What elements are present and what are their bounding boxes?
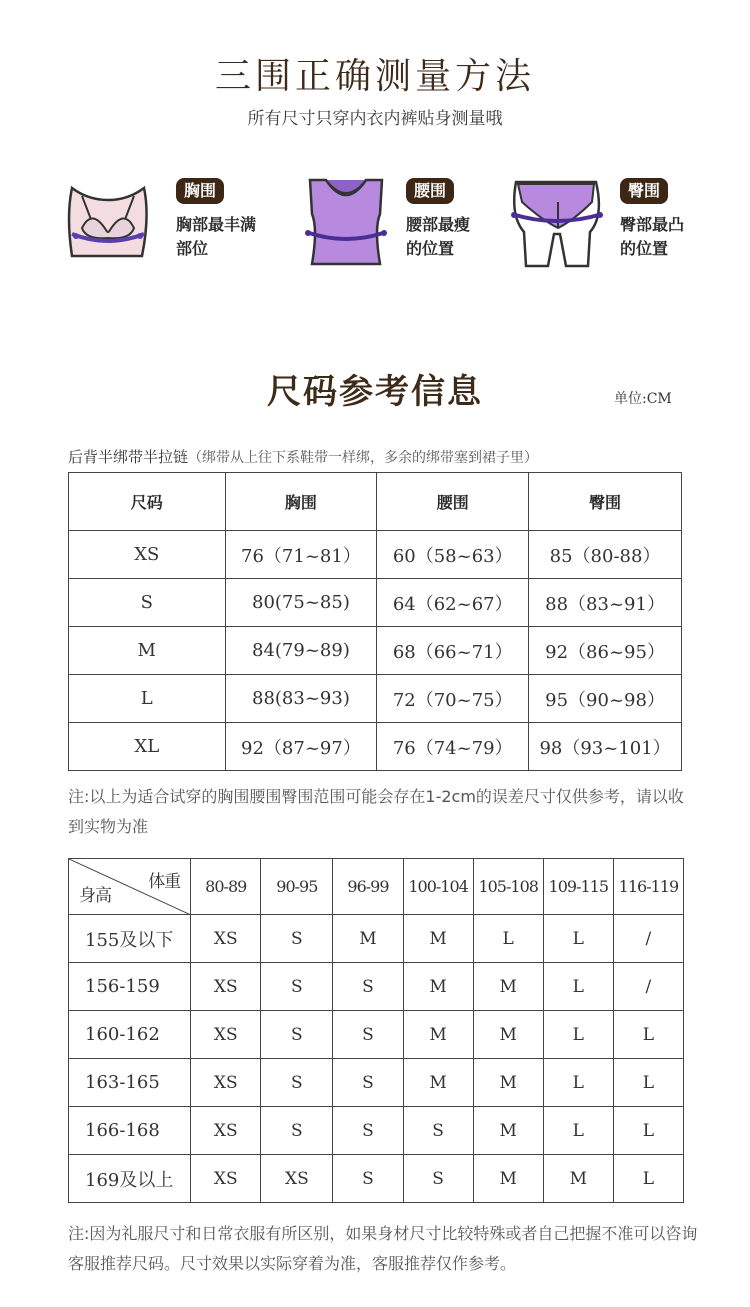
weight-col-header: 105-108	[473, 859, 543, 915]
table-row: 160-162 XS S S M M L L	[69, 1011, 684, 1059]
hip-description: 臀部最凸 的位置	[620, 215, 685, 258]
waist-label: 腰围	[406, 178, 454, 204]
measure-hip	[508, 176, 708, 276]
measure-waist	[296, 176, 496, 276]
table-header-row	[69, 859, 684, 915]
waist-illustration-icon	[296, 176, 396, 268]
bust-label: 胸围	[176, 178, 224, 204]
corner-cell	[69, 859, 191, 915]
table-row: M 84(79~89) 68（66~71） 92（86~95）	[69, 627, 682, 675]
table-row: S 80(75~85) 64（62~67） 88（83~91）	[69, 579, 682, 627]
table-row: 166-168 XS S S S M L L	[69, 1107, 684, 1155]
table-row: 155及以下 XS S M M L L /	[69, 915, 684, 963]
weight-col-header: 96-99	[333, 859, 403, 915]
weight-col-header: 116-119	[613, 859, 683, 915]
header-size: 尺码	[69, 473, 226, 531]
waist-description: 腰部最瘦 的位置	[406, 215, 471, 258]
header-bust: 胸围	[225, 473, 377, 531]
size-note: 注:以上为适合试穿的胸围腰围臀围范围可能会存在1-2cm的误差尺寸仅供参考，请以收到实物为准	[68, 787, 684, 836]
table-row: XL 92（87~97） 76（74~79） 98（93~101）	[69, 723, 682, 771]
page-subtitle: 所有尺寸只穿内衣内裤贴身测量哦	[247, 109, 503, 129]
tie-note: 后背半绑带半拉链（绑带从上往下系鞋带一样绑，多余的绑带塞到裙子里）	[68, 448, 539, 466]
table-header-row	[69, 473, 682, 531]
weight-col-header: 90-95	[261, 859, 333, 915]
height-axis-label: 身高	[79, 886, 111, 906]
table-row: L 88(83~93) 72（70~75） 95（90~98）	[69, 675, 682, 723]
table-row: 169及以上 XS XS S S M M L	[69, 1155, 684, 1203]
page-title: 三围正确测量方法	[214, 56, 535, 97]
bust-description: 胸部最丰满 部位	[176, 215, 257, 258]
unit-label: 单位:CM	[614, 391, 672, 407]
weight-col-header: 109-115	[543, 859, 613, 915]
header-hip: 臀围	[529, 473, 682, 531]
table-row: XS 76（71~81） 60（58~63） 85（80-88）	[69, 531, 682, 579]
table-row: 163-165 XS S S M M L L	[69, 1059, 684, 1107]
weight-col-header: 100-104	[403, 859, 473, 915]
table-row: 156-159 XS S S M M L /	[69, 963, 684, 1011]
hip-illustration-icon	[508, 176, 608, 268]
hip-label: 臀围	[620, 178, 668, 204]
header-waist: 腰围	[377, 473, 529, 531]
weight-height-table	[68, 858, 684, 1203]
size-table	[68, 472, 682, 771]
measure-bust	[58, 176, 288, 276]
weight-col-header: 80-89	[191, 859, 261, 915]
recommendation-note: 注:因为礼服尺寸和日常衣服有所区别，如果身材尺寸比较特殊或者自己把握不准可以咨询客服推荐尺码。尺寸效果以实际穿着为准，客服推荐仅作参考。	[68, 1224, 698, 1273]
bust-illustration-icon	[58, 176, 158, 268]
size-section-title: 尺码参考信息	[267, 372, 483, 412]
weight-axis-label: 体重	[148, 872, 181, 892]
